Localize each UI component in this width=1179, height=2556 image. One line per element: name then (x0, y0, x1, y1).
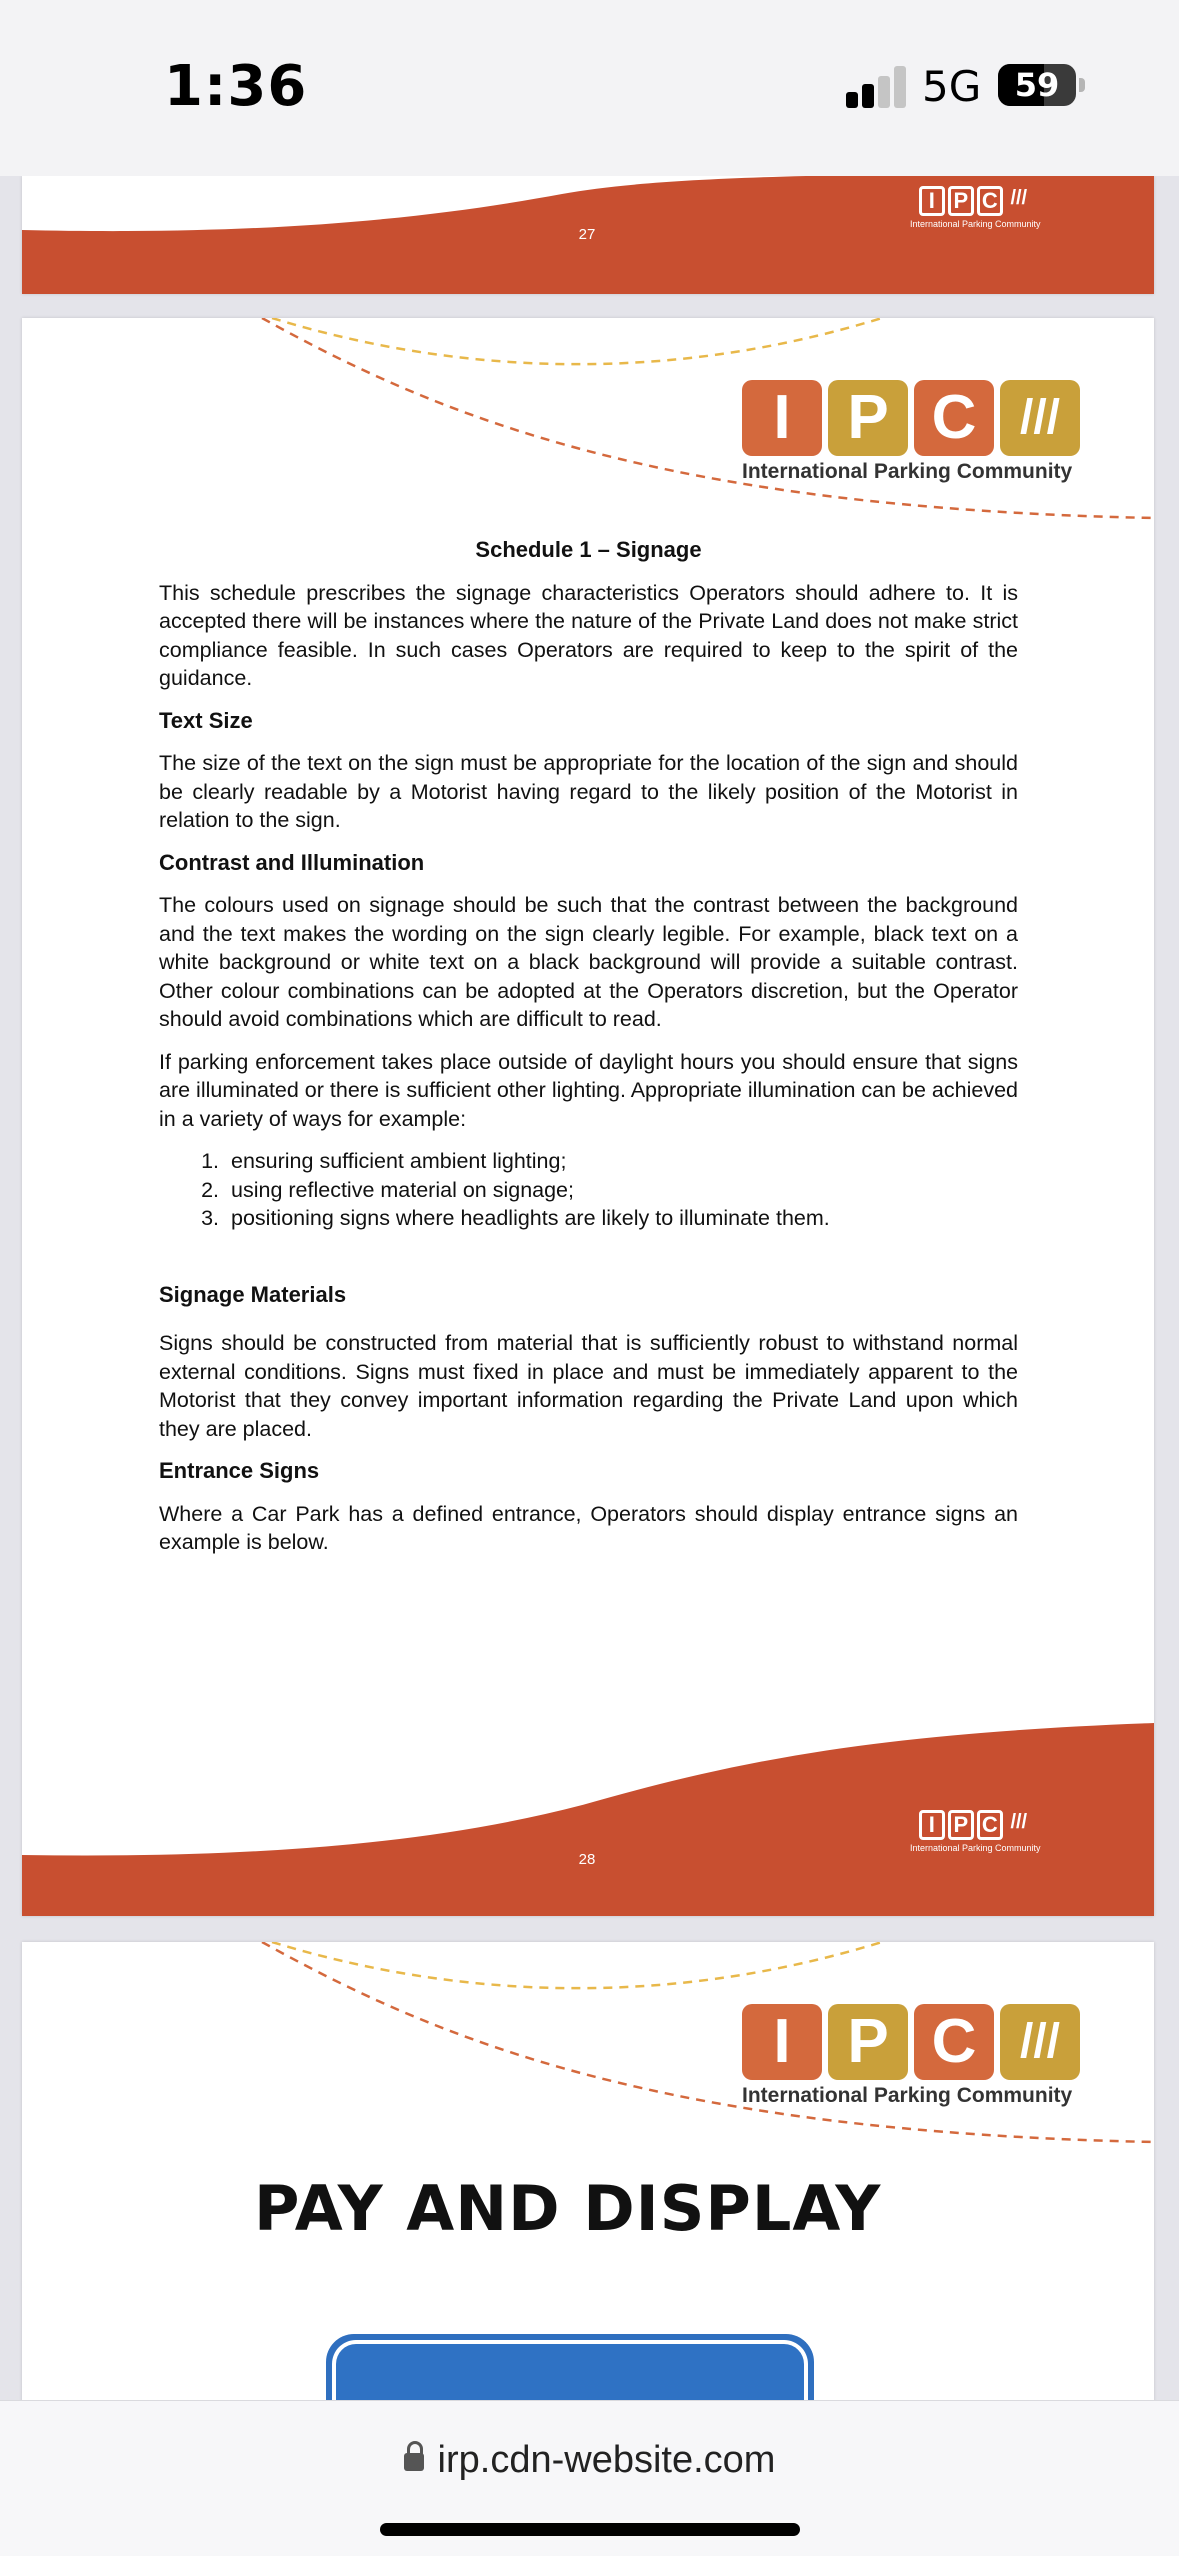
logo-stripes-icon: /// (1000, 380, 1080, 456)
logo-letter: C (914, 2004, 994, 2080)
browser-address-bar[interactable] (0, 2400, 1179, 2556)
lock-icon (404, 2451, 424, 2473)
url-display[interactable] (0, 2439, 1179, 2482)
status-time: 1:36 (164, 54, 308, 119)
logo-letter: P (948, 186, 974, 216)
list-item: 2. using reflective material on signage; (225, 1176, 1018, 1205)
section-heading: Entrance Signs (159, 1458, 320, 1483)
logo-letter: P (948, 1810, 974, 1840)
logo-letter: P (828, 380, 908, 456)
logo-letter: I (742, 2004, 822, 2080)
section-paragraph: The colours used on signage should be such that the contrast between the background and the text makes the wording on the sign clearly legible. For example, black text on a white background or white text on a black background will provide a suitable contrast. Other colour combinations can be adopted at the Operators discretion, but the Operator should avoid combinations which are difficult to read. (159, 893, 1018, 1031)
ipc-logo-large (742, 380, 1080, 484)
signal-bar (862, 84, 874, 108)
logo-letter: C (977, 186, 1003, 216)
section-heading: Signage Materials (159, 1281, 347, 1307)
pdf-page-28 (22, 318, 1154, 1916)
status-bar (0, 0, 1179, 176)
logo-letter: I (919, 186, 945, 216)
battery-level: 59 (1014, 66, 1060, 104)
section-paragraph: Signs should be constructed from material that is sufficiently robust to withstand normal external conditions. Signs must fixed in place and must be immediately apparent to the Motorist that they convey important information regarding the Private Land upon which they are placed. (159, 1331, 1018, 1441)
ipc-logo-large (742, 2004, 1080, 2108)
sign-title: PAY AND DISPLAY (254, 2172, 882, 2245)
list-item: 3. positioning signs where headlights are likely to illuminate them. (225, 1204, 1018, 1233)
page-number: 28 (578, 1851, 596, 1868)
logo-stripes-icon: /// (1000, 2004, 1080, 2080)
logo-letter: C (977, 1810, 1003, 1840)
section-paragraph: Where a Car Park has a defined entrance, Operators should display entrance signs an example is below. (159, 1501, 1018, 1554)
ipc-logo (910, 1810, 1041, 1853)
ipc-logo (910, 186, 1041, 229)
page-number: 27 (578, 226, 596, 243)
logo-letter: I (919, 1810, 945, 1840)
illumination-list (225, 1147, 1018, 1233)
logo-letter: C (914, 380, 994, 456)
logo-tagline: International Parking Community (742, 2084, 1073, 2107)
intro-paragraph: This schedule prescribes the signage characteristics Operators should adhere to. It is accepted there will be instances where the nature of the Private Land does not make strict compliance feasible. In such cases Operators are required to keep to the spirit of the guidance. (159, 580, 1018, 690)
section-paragraph: The size of the text on the sign must be appropriate for the location of the sign and should be clearly readable by a Motorist having regard to the likely position of the Motorist in relation to the sign. (159, 751, 1018, 832)
logo-stripes-icon: /// (1010, 1811, 1028, 1833)
document-body (159, 536, 1018, 1557)
logo-tagline: International Parking Community (742, 460, 1073, 483)
pdf-page-29 (22, 1942, 1154, 2402)
signal-bar (894, 66, 906, 108)
section-heading: Contrast and Illumination (159, 849, 425, 875)
battery-cap (1079, 78, 1085, 92)
battery-icon (998, 64, 1076, 106)
signal-bar (846, 92, 858, 108)
signal-bar (878, 76, 890, 108)
cellular-signal-icon (846, 66, 906, 108)
section-paragraph: If parking enforcement takes place outside of daylight hours you should ensure that signs are illuminated or there is sufficient other lighting. Appropriate illumination can be achieved in a variety of ways for example: (159, 1049, 1018, 1131)
section-heading: Text Size (159, 707, 253, 733)
parking-sign-inner-border (332, 2340, 808, 2402)
network-type: 5G (922, 62, 982, 111)
pdf-page-27 (22, 176, 1154, 294)
list-item: 1. ensuring sufficient ambient lighting; (225, 1147, 1018, 1176)
url-text: irp.cdn-website.com (437, 2439, 776, 2481)
logo-letter: I (742, 380, 822, 456)
logo-letter: P (828, 2004, 908, 2080)
logo-tagline: International Parking Community (910, 219, 1041, 229)
logo-tagline: International Parking Community (910, 1843, 1041, 1853)
schedule-title: Schedule 1 – Signage (475, 537, 702, 562)
home-indicator[interactable] (380, 2523, 800, 2536)
logo-stripes-icon: /// (1010, 187, 1028, 209)
